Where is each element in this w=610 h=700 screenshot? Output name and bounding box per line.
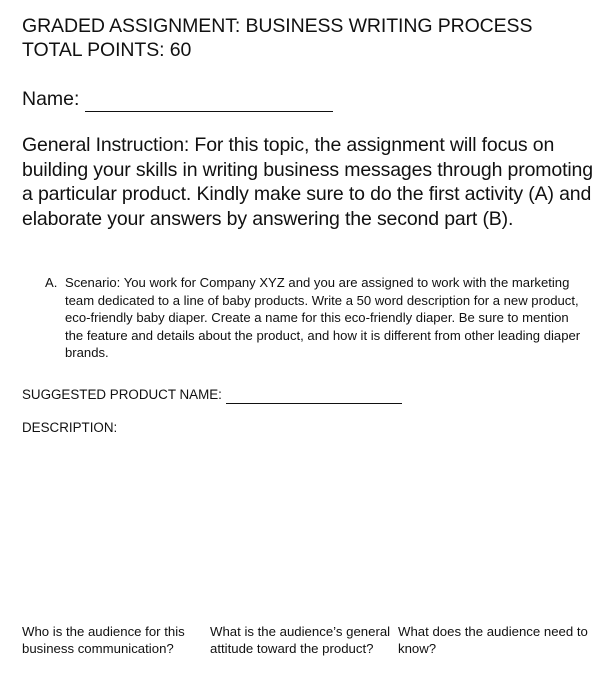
name-blank-line[interactable] [85,91,333,112]
scenario-item [45,274,585,362]
name-label: Name: [22,88,80,110]
general-instruction: General Instruction: For this topic, the assignment will focus on building your skills in writing business messages through promoting a particular product. Kindly make sure to do the first activity (A) and elaborate your answers by answering the second part (B). [22,134,593,230]
question-audience: Who is the audience for this business communication? [22,624,185,656]
total-points: TOTAL POINTS: 60 [22,39,192,61]
question-need-to-know: What does the audience need to know? [398,624,588,656]
scenario-text: Scenario: You work for Company XYZ and you are assigned to work with the marketing team dedicated to a line of baby products. Write a 50 word description for a new product, eco-friendly baby diaper. Create a name for this eco-friendly diaper. Be sure to mention the feature and details about the product, and how it is different from other leading diaper brands. [65,275,581,361]
suggested-product-label: SUGGESTED PRODUCT NAME: [22,387,222,402]
question-attitude: What is the audience’s general attitude toward the product? [210,624,391,656]
suggested-product-blank-line[interactable] [226,389,402,404]
scenario-marker: A. [45,275,58,290]
description-label: DESCRIPTION: [22,420,118,435]
suggested-product-row [22,386,402,404]
assignment-title: GRADED ASSIGNMENT: BUSINESS WRITING PROCESS [22,15,533,37]
name-row [22,86,333,112]
assignment-header [22,14,532,62]
